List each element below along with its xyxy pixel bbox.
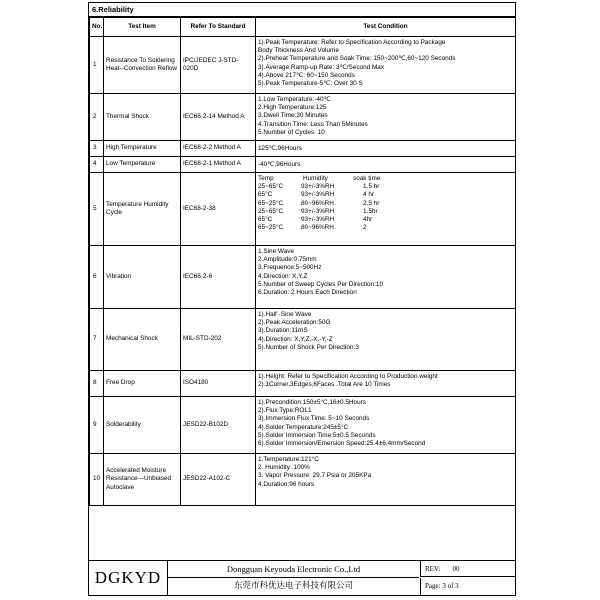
test-condition-cell [256, 454, 516, 506]
standard-cell: IEC68-2-38 [181, 173, 256, 246]
condition-line: 125℃,96Hours [258, 144, 302, 152]
condition-line: 4.Direction: X,Y,Z [258, 272, 308, 280]
humidity-cell: 80~96%RH [301, 199, 334, 207]
condition-line: 4).Above 217℃: 60~150 Seconds [258, 71, 355, 79]
condition-line: 3. Vapor Pressure: 29.7 Psia or 205KPa [258, 472, 372, 480]
condition-line: 2).1Corner,3Edges,6Faces .Total Are 10 Times [258, 381, 391, 389]
row-number: 6 [90, 246, 104, 309]
document-footer [89, 560, 515, 595]
header-standard: Refer To Standard [181, 18, 256, 37]
humidity-header-cell: Humidity [303, 175, 328, 182]
test-item-cell: Free Drop [104, 371, 181, 397]
humidity-cell: 1.5hr [363, 207, 378, 215]
test-condition-cell [256, 246, 516, 309]
humidity-cell: 93+/-3%RH [301, 216, 335, 224]
standard-cell: JESD22-B102D [181, 397, 256, 454]
standard-cell: IEC68-2-14 Method A [181, 94, 256, 141]
humidity-cell: 65°C [258, 216, 273, 224]
humidity-cell: 1.5 hr [363, 183, 380, 191]
condition-line: 2.High Temperature:125 [258, 104, 327, 112]
standard-cell: IPC/JEDEC J-STD-020D [181, 37, 256, 94]
test-condition-cell [256, 397, 516, 454]
standard-cell: JESD22-A102-C [181, 454, 256, 506]
page-number-box [420, 578, 515, 595]
table-header-row [90, 18, 516, 37]
test-condition-cell [256, 94, 516, 141]
condition-line: 4).Direction: X,Y,Z,-X,-Y,-Z [258, 335, 333, 343]
reliability-sheet [88, 2, 516, 596]
condition-line: 1.Temperature:121°C [258, 456, 319, 463]
test-condition-cell [256, 37, 516, 94]
standard-cell: ISO4180 [181, 371, 256, 397]
table-row [90, 246, 516, 309]
revision-box [420, 561, 515, 577]
test-item-cell: Resistance To Soldering Heat--Convection Reflow [104, 37, 181, 94]
header-no: No. [90, 18, 104, 37]
condition-line: 3.Dwell Time:30 Minutes [258, 112, 328, 120]
table-row [90, 94, 516, 141]
test-condition-cell [256, 141, 516, 157]
condition-line: 4.Transition Time: Less Than 5Minutes [258, 120, 368, 128]
condition-line: 3).Average Ramp-up Rate: 3℃/Second Max [258, 63, 385, 71]
test-item-cell: Accelerated Moisture Resistance---Unbiased Autoclave [104, 454, 181, 506]
table-row [90, 141, 516, 157]
humidity-cell: 93+/-3%RH [301, 191, 335, 199]
row-number: 2 [90, 94, 104, 141]
row-number: 7 [90, 309, 104, 371]
section-title: 6.Reliability [89, 3, 515, 17]
humidity-cell: 2 [363, 224, 367, 232]
test-condition-cell [256, 309, 516, 371]
company-logo: DGKYD [89, 561, 168, 595]
condition-line: -40℃,96Hours [258, 160, 301, 168]
condition-line: 1.Low Temperature:-40℃ [258, 96, 331, 103]
humidity-header-cell: Temp [258, 175, 274, 182]
company-name-chinese: 东莞市科优达电子科技有限公司 [233, 581, 353, 591]
humidity-cell: 2.5 hr [363, 199, 380, 207]
table-body [90, 37, 516, 506]
condition-line: 2.Amplitude:0.75mm [258, 256, 317, 264]
humidity-header-cell: soak time [353, 175, 381, 182]
condition-line: 5).Number of Shock Per Direction:3 [258, 343, 359, 351]
humidity-cell: 4 hr [363, 191, 375, 199]
table-row [90, 173, 516, 246]
condition-line: Body Thickness And Volume [258, 47, 339, 55]
reliability-table [89, 17, 516, 506]
test-condition-cell [256, 173, 516, 246]
table-row [90, 371, 516, 397]
company-name-english: Dongguan Keyouda Electronic Co.,Ltd [168, 561, 419, 578]
test-item-cell: High Temperature [104, 141, 181, 157]
test-condition-cell [256, 157, 516, 173]
humidity-cell: 25~65°C [258, 207, 284, 215]
test-item-cell: Vibration [104, 246, 181, 309]
condition-line: 3).Immersion Flux Time: 5~10 Seconds [258, 415, 370, 423]
condition-line: 1).Half -Sine Wave [258, 311, 312, 318]
table-row [90, 454, 516, 506]
condition-line: 4).Solder Temperature:245±5°C [258, 423, 349, 431]
table-row [90, 397, 516, 454]
row-number: 3 [90, 141, 104, 157]
table-row [90, 309, 516, 371]
humidity-cycle-table [258, 175, 513, 232]
condition-line: 2).Flux Type:ROL1 [258, 407, 312, 415]
row-number: 4 [90, 157, 104, 173]
condition-line: 2. Humidity: 100% [258, 464, 310, 472]
condition-line: 5).Peak Temperature-5℃: Over 30 S [258, 80, 363, 88]
condition-line: 3.Frequence:5~500Hz [258, 264, 322, 272]
condition-line: 3).Duration:11mS [258, 327, 308, 335]
revision-label: REV: [425, 565, 441, 573]
condition-line: 6).Solder Immersion/Emersion Speed:25.4±6.4mm/Second [258, 440, 426, 448]
condition-line: 1.Sine Wave [258, 248, 294, 255]
header-test-item: Test Item [104, 18, 181, 37]
table-row [90, 37, 516, 94]
condition-line: 5.Number of Sweep Cycles Per Direction:10 [258, 280, 384, 288]
humidity-cell: 80~96%RH [301, 224, 334, 232]
condition-line: 2).Preheat Temperature and Soak Time: 150~200℃,60~120 Seconds [258, 55, 456, 63]
page-label: Page: [425, 582, 441, 590]
humidity-cell: 65°C [258, 191, 273, 199]
humidity-cell: 93+/-3%RH [301, 183, 335, 191]
row-number: 9 [90, 397, 104, 454]
condition-line: 2).Peak Acceleration:50G [258, 319, 331, 327]
revision-value: 00 [452, 565, 460, 573]
row-number: 8 [90, 371, 104, 397]
test-condition-cell [256, 371, 516, 397]
page-value: 3 of 3 [442, 582, 459, 590]
test-item-cell: Temperature Humidity Cycle [104, 173, 181, 246]
test-item-cell: Thermal Shock [104, 94, 181, 141]
humidity-cell: 25~65°C [258, 183, 284, 191]
standard-cell: IEC68-2-1 Method A [181, 157, 256, 173]
test-item-cell: Low Temperature [104, 157, 181, 173]
standard-cell: IEC68-2-6 [181, 246, 256, 309]
row-number: 10 [90, 454, 104, 506]
condition-line: 1).Height: Refer to Specification According to Production weight [258, 373, 438, 380]
humidity-cell: 65~25°C [258, 199, 284, 207]
humidity-cell: 65~25°C [258, 224, 284, 232]
header-test-condition: Test Condition [256, 18, 516, 37]
row-number: 5 [90, 173, 104, 246]
humidity-cell: 93+/-3%RH [301, 207, 335, 215]
row-number: 1 [90, 37, 104, 94]
condition-line: 1).Precondition:150±5°C,16±0.5Hours [258, 399, 366, 406]
table-row [90, 157, 516, 173]
humidity-cell: 4hr [363, 216, 373, 224]
condition-line: 5.Number of Cycles: 10 [258, 128, 325, 136]
test-item-cell: Mechanical Shock [104, 309, 181, 371]
standard-cell: IEC68-2-2 Method A [181, 141, 256, 157]
condition-line: 4.Duration:96 hours [258, 480, 315, 488]
condition-line: 5).Solder Immersion Time:5±0.5 Seconds [258, 431, 376, 439]
condition-line: 1).Peak Temperature: Refer to Specification According to Package [258, 39, 446, 46]
standard-cell: MIL-STD-202 [181, 309, 256, 371]
condition-line: 6.Duration: 2 Hours Each Direction [258, 289, 357, 297]
test-item-cell: Solderability [104, 397, 181, 454]
